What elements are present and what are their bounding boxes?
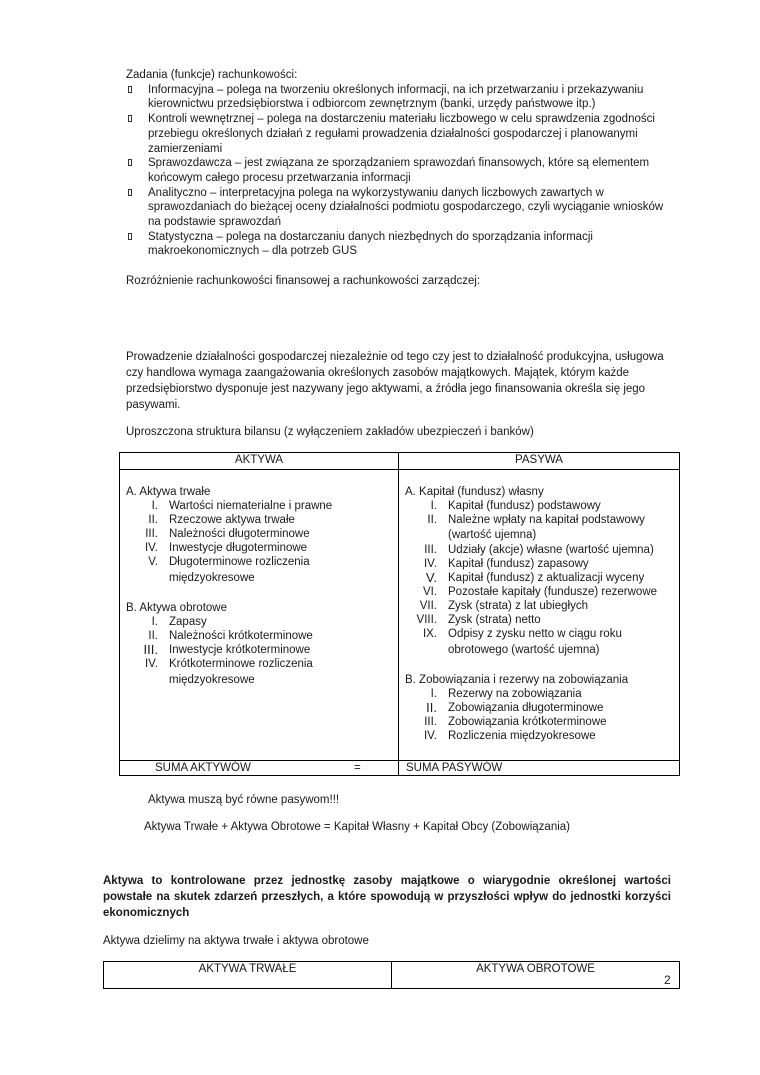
item-number: I. [430, 500, 437, 512]
item-number: IX. [422, 628, 437, 640]
current-assets-title: B. Aktywa obrotowe [126, 602, 227, 614]
liabilities-title: B. Zobowiązania i rezerwy na zobowiązania [405, 674, 629, 686]
item-text: Należności długoterminowe [169, 528, 310, 540]
item-text-line: obrotowego (wartość ujemna) [448, 644, 600, 656]
definition-line: Aktywa to kontrolowane przez jednostkę zasoby majątkowe o wiarygodnie określonej wartości [103, 875, 671, 887]
definition-line: powstałe na skutek zdarzeń przeszłych, a które spowodują w przyszłości wpływ do jednostki korzyści [103, 891, 671, 903]
item-text [169, 555, 392, 587]
list-item [126, 527, 392, 541]
item-text-line: (wartość ujemna) [448, 529, 537, 541]
intro-line: Prowadzenie działalności gospodarczej niezależnie od tego czy jest to działalność produkcyjna, usługowa [126, 351, 664, 363]
list-item [405, 627, 673, 659]
item-text-line: Odpisy z zysku netto w ciągu roku [448, 628, 622, 640]
task-line: Sprawozdawcza – jest związana ze sporządzaniem sprawozdań finansowych, które są elementem [148, 157, 650, 170]
item-text [169, 657, 392, 689]
item-text-line: Krótkoterminowe rozliczenia [169, 658, 313, 670]
assets-column [120, 470, 399, 761]
list-item [126, 629, 392, 643]
balance-caption: Uproszczona struktura bilansu (z wyłączeniem zakładów ubezpieczeń i banków) [126, 426, 534, 438]
task-item-analytical [126, 186, 686, 230]
list-item [405, 571, 673, 585]
item-text: Kapitał (fundusz) zapasowy [448, 558, 589, 570]
item-text-line: międzyokresowe [169, 674, 255, 686]
item-text [448, 513, 673, 543]
item-text: Zysk (strata) z lat ubiegłych [448, 600, 588, 612]
bullet-glyph-icon [128, 115, 132, 122]
item-number: IV. [144, 542, 158, 554]
balance-table [119, 452, 680, 776]
page-number: 2 [664, 973, 671, 987]
item-text: Zysk (strata) netto [448, 614, 541, 626]
list-item [405, 585, 673, 599]
item-text: Inwestycje krótkoterminowe [169, 644, 311, 656]
list-item [405, 543, 673, 557]
assets-sum-label: SUMA AKTYWÓW [155, 762, 251, 774]
task-item-statistical [126, 230, 686, 259]
task-line: kierownictwu przedsiębiorstwa i odbiorcom zewnętrznym (banki, urzędy państwowe itp.) [148, 98, 596, 111]
task-line: Informacyjna – polega na tworzeniu określonych informacji, na ich przetwarzaniu i przekazywaniu [148, 83, 644, 96]
assets-division: Aktywa dzielimy na aktywa trwałe i aktywa obrotowe [103, 935, 369, 947]
task-line: makroekonomicznych – dla potrzeb GUS [148, 245, 358, 258]
list-item [126, 643, 392, 657]
item-number: I. [151, 500, 158, 512]
list-item [126, 499, 392, 513]
item-text: Należności krótkoterminowe [169, 630, 313, 642]
item-text: Wartości niematerialne i prawne [169, 500, 333, 512]
liabilities-sum-cell [399, 761, 680, 776]
item-text: Udziały (akcje) własne (wartość ujemna) [448, 544, 654, 556]
tasks-heading: Zadania (funkcje) rachunkowości: [126, 69, 298, 81]
item-text: Zobowiązania krótkoterminowe [448, 716, 607, 728]
balance-rule: Aktywa muszą być równe pasywom!!! [148, 794, 340, 806]
list-item [126, 513, 392, 527]
liabilities-header: PASYWA [399, 453, 680, 470]
equals-sign: = [354, 762, 361, 774]
item-number: IV. [423, 558, 437, 570]
assets-header: AKTYWA [120, 453, 399, 470]
equity-title: A. Kapitał (fundusz) własny [405, 486, 544, 498]
item-text-line: międzyokresowe [169, 572, 255, 584]
intro-line: czy handlowa wymaga zaangażowania określonych zasobów majątkowych. Majątek, którym każde [126, 367, 630, 379]
item-text-line: Należne wpłaty na kapitał podstawowy [448, 514, 645, 526]
assets-split-table [103, 961, 680, 989]
distinction-heading: Rozróżnienie rachunkowości finansowej a rachunkowości zarządczej: [126, 275, 481, 287]
task-line: zamierzeniami [148, 142, 223, 155]
task-line: przebiegu określonych działań z regułami prowadzenia działalności gospodarczej i planowanymi [148, 127, 638, 140]
list-item [126, 615, 392, 629]
task-item-reporting [126, 156, 686, 185]
item-number: V. [148, 556, 158, 568]
fixed-assets-title: A. Aktywa trwałe [126, 486, 211, 498]
list-item [126, 541, 392, 555]
item-number: II. [148, 630, 158, 642]
list-item [126, 555, 392, 587]
intro-line: przedsiębiorstwo dysponuje jest nazywany jego aktywami, a źródła jego finansowania określa się jego [126, 383, 646, 395]
list-item [405, 729, 673, 743]
current-assets-cell: AKTYWA OBROTOWE [392, 962, 680, 989]
assets-sum-cell [120, 761, 399, 776]
item-text [448, 627, 673, 659]
bullet-glyph-icon [128, 189, 132, 196]
task-line: Analityczno – interpretacyjna polega na wykorzystywaniu danych liczbowych zawartych w [148, 186, 604, 199]
task-line: Statystyczna – polega na dostarczaniu danych niezbędnych do sporządzania informacji [148, 230, 593, 243]
liabilities-sum-label: SUMA PASYWÓW [406, 762, 503, 774]
item-number: I. [151, 616, 158, 628]
list-item [405, 599, 673, 613]
list-item [126, 657, 392, 689]
task-line: końcowym całego procesu przetwarzania informacji [148, 171, 411, 184]
item-text: Pozostałe kapitały (fundusze) rezerwowe [448, 586, 658, 598]
item-text: Kapitał (fundusz) podstawowy [448, 500, 601, 512]
item-text: Kapitał (fundusz) z aktualizacji wyceny [448, 572, 645, 584]
task-item-control [126, 112, 686, 156]
item-number: III. [424, 716, 437, 728]
item-text: Zapasy [169, 616, 207, 628]
item-text: Rozliczenia międzyokresowe [448, 730, 596, 742]
item-text: Inwestycje długoterminowe [169, 542, 308, 554]
intro-line: pasywami. [126, 399, 181, 411]
item-number: II. [148, 514, 158, 526]
item-number: IV. [423, 730, 437, 742]
definition-line: ekonomicznych [103, 907, 190, 919]
list-item [405, 513, 673, 543]
task-line: na podstawie sprawozdań [148, 216, 281, 229]
item-number: III. [424, 544, 437, 556]
list-item [405, 687, 673, 701]
item-number: II. [426, 700, 437, 715]
list-item [405, 701, 673, 715]
item-number: II. [427, 514, 437, 526]
item-text-line: Długoterminowe rozliczenia [169, 556, 310, 568]
bullet-glyph-icon [128, 159, 132, 166]
item-number: III. [143, 642, 158, 657]
list-item [405, 715, 673, 729]
bullet-glyph-icon [128, 86, 132, 93]
list-item [405, 557, 673, 571]
task-item-informative [126, 83, 686, 112]
intro-paragraph [126, 349, 671, 413]
item-number: IV. [144, 658, 158, 670]
task-line: sprawozdaniach do bieżącej oceny działalności podmiotu gospodarczego, czyli wyciąganie wniosków [148, 201, 664, 214]
item-number: VIII. [416, 614, 437, 626]
task-line: Kontroli wewnętrznej – polega na dostarczeniu materiału liczbowego w celu sprawdzenia zgodności [148, 113, 655, 126]
liabilities-column [399, 470, 680, 761]
bullet-glyph-icon [128, 233, 132, 240]
item-text: Rzeczowe aktywa trwałe [169, 514, 295, 526]
list-item [405, 499, 673, 513]
tasks-section [126, 68, 686, 259]
item-number: VII. [419, 600, 437, 612]
item-text: Zobowiązania długoterminowe [448, 702, 604, 714]
balance-equation: Aktywa Trwałe + Aktywa Obrotowe = Kapitał Własny + Kapitał Obcy (Zobowiązania) [144, 821, 571, 833]
item-number: VI. [422, 586, 437, 598]
item-number: V. [425, 570, 437, 585]
list-item [405, 613, 673, 627]
item-number: III. [145, 528, 158, 540]
assets-definition [103, 873, 671, 921]
fixed-assets-cell: AKTYWA TRWAŁE [104, 962, 392, 989]
item-text: Rezerwy na zobowiązania [448, 688, 582, 700]
item-number: I. [430, 688, 437, 700]
